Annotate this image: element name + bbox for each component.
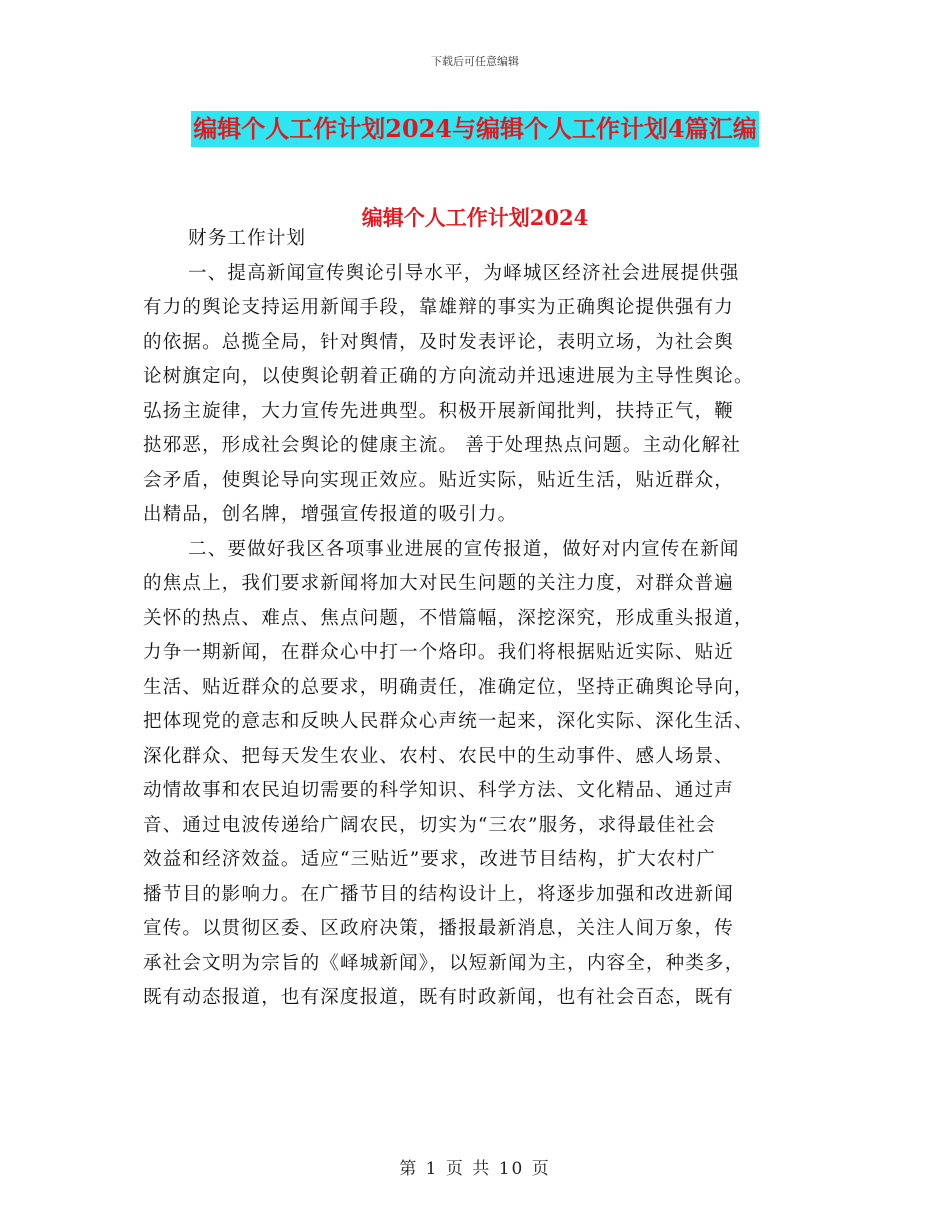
paragraph-line: 弘扬主旋律，大力宣传先进典型。积极开展新闻批判，扶持正气，鞭: [143, 400, 735, 422]
paragraph-line: 财务工作计划: [188, 228, 307, 249]
paragraph-line: 动情故事和农民迫切需要的科学知识、科学方法、文化精品、通过声: [143, 780, 735, 801]
paragraph-line: 播节目的影响力。在广播节目的结构设计上，将逐步加强和改进新闻: [143, 883, 735, 905]
paragraph-line: 音、通过电波传递给广阔农民，切实为“三农”服务，求得最佳社会: [143, 814, 716, 836]
paragraph-line: 会矛盾，使舆论导向实现正效应。贴近实际，贴近生活，贴近群众，: [143, 469, 735, 491]
paragraph-line: 论树旗定向，以使舆论朝着正确的方向流动并迅速进展为主导性舆论。: [143, 366, 754, 387]
header-note: 下载后可任意编辑: [431, 55, 519, 68]
paragraph-line: 二、要做好我区各项事业进展的宣传报道，做好对内宣传在新闻: [188, 538, 740, 560]
paragraph-line: 效益和经济效益。适应“三贴近”要求，改进节目结构，扩大农村广: [143, 849, 716, 870]
paragraph-line: 出精品，创名牌，增强宣传报道的吸引力。: [143, 504, 518, 525]
section-title: 编辑个人工作计划2024: [361, 205, 589, 230]
paragraph-line: 力争一期新闻，在群众心中打一个烙印。我们将根据贴近实际、贴近: [143, 642, 735, 663]
main-title: 编辑个人工作计划2024与编辑个人工作计划4篇汇编: [191, 111, 759, 147]
paragraph-line: 承社会文明为宗旨的《峄城新闻》，以短新闻为主，内容全，种类多，: [143, 952, 745, 974]
paragraph-line: 把体现党的意志和反映人民群众心声统一起来，深化实际、深化生活、: [143, 711, 754, 732]
page-footer: 第 1 页 共 10 页: [399, 1159, 551, 1179]
paragraph-line: 挞邪恶，形成社会舆论的健康主流。 善于处理热点问题。主动化解社: [143, 435, 742, 456]
paragraph-line: 有力的舆论支持运用新闻手段，靠雄辩的事实为正确舆论提供强有力: [143, 297, 735, 318]
paragraph-line: 的依据。总揽全局，针对舆情，及时发表评论，表明立场，为社会舆: [143, 331, 735, 353]
paragraph-line: 既有动态报道，也有深度报道，既有时政新闻，也有社会百态，既有: [143, 987, 735, 1008]
document-body: [143, 222, 811, 1016]
paragraph-line: 生活、贴近群众的总要求，明确责任，准确定位，坚持正确舆论导向，: [143, 676, 754, 698]
paragraph-line: 关怀的热点、难点、焦点问题，不惜篇幅，深挖深究，形成重头报道，: [143, 607, 754, 629]
paragraph-line: 深化群众、把每天发生农业、农村、农民中的生动事件、感人场景、: [143, 745, 735, 767]
paragraph-line: 一、提高新闻宣传舆论引导水平，为峄城区经济社会进展提供强: [188, 262, 740, 284]
paragraph-line: 的焦点上，我们要求新闻将加大对民生问题的关注力度，对群众普遍: [143, 573, 735, 594]
paragraph-line: 宣传。以贯彻区委、区政府决策，播报最新消息，关注人间万象，传: [143, 918, 735, 939]
main-title-container: [0, 111, 950, 147]
